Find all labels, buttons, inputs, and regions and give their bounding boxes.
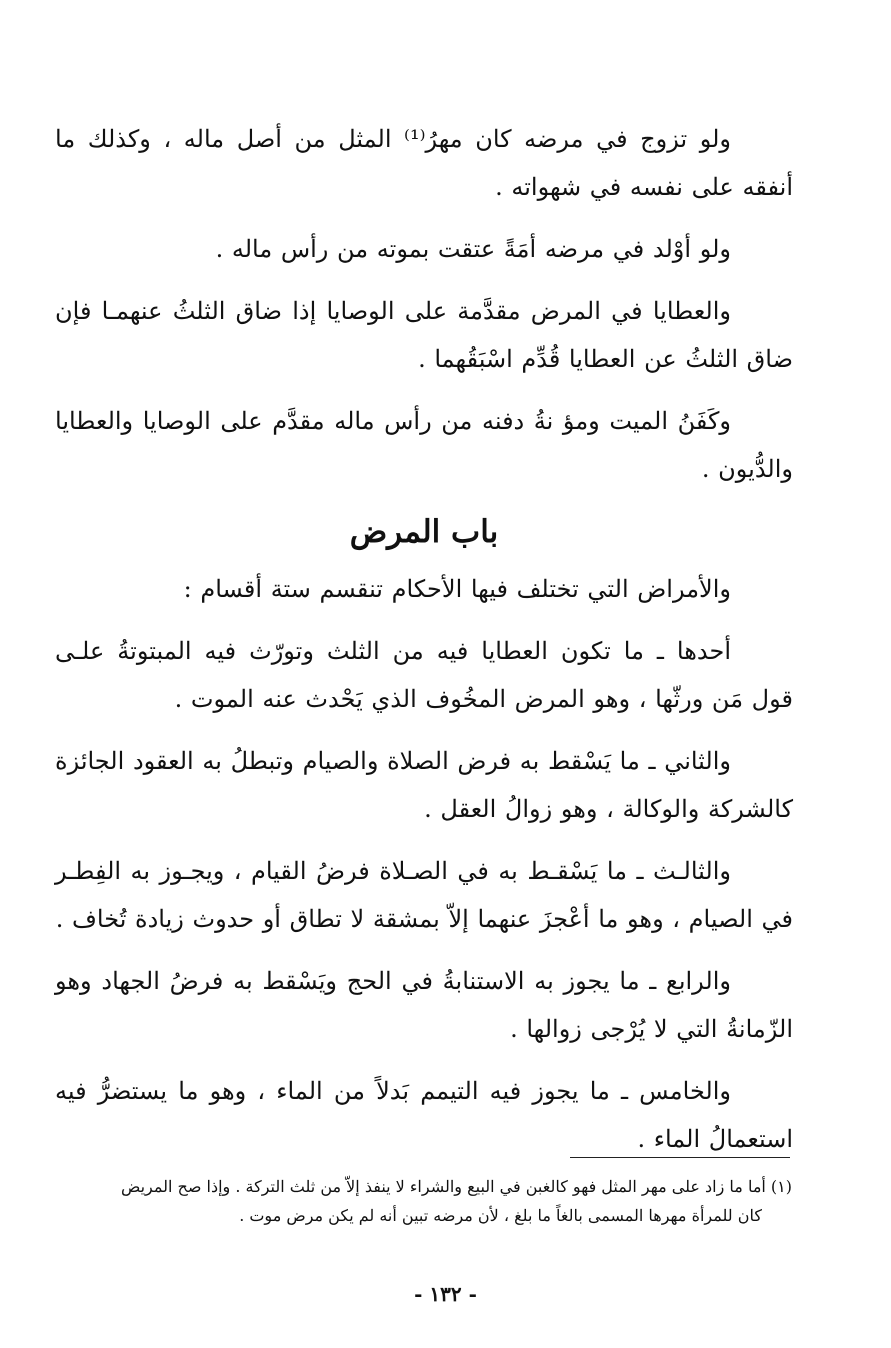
paragraph-marriage-in-illness: ولو تزوج في مرضه كان مهرُ⁽¹⁾ المثل من أصل ماله ، وكذلك ما أنفقه على نفسه في شهواته . [55, 125, 793, 201]
paragraph-illness-categories: والأمراض التي تختلف فيها الأحكام تنقسم ستة أقسام : [183, 575, 731, 603]
main-text [55, 115, 793, 1177]
section-heading: باب المرض [349, 514, 499, 550]
footnote-divider [570, 1157, 790, 1158]
footnote-line-1: (١) أما ما زاد على مهر المثل فهو كالغبن في البيع والشراء لا ينفذ إلاّ من ثلث التركة . وإذا صح المريض [120, 1177, 792, 1196]
paragraph-gifts-precedence: والعطايا في المرض مقدَّمة على الوصايا إذا ضاق الثلثُ عنهمـا فإن ضاق الثلثُ عن العطايا قُدِّم اسْبَقُهما . [55, 297, 793, 373]
paragraph-umm-walad: ولو أوْلد في مرضه أمَةً عتقت بموته من رأس ماله . [215, 235, 731, 263]
paragraph-category-fourth: والرابع ـ ما يجوز به الاستنابةُ في الحج ويَسْقط به فرضُ الجهاد وهو الزّمانةُ التي لا يُرْجى زوالها . [55, 967, 793, 1043]
paragraph-category-second: والثاني ـ ما يَسْقط به فرض الصلاة والصيام وتبطلُ به العقود الجائزة كالشركة والوكالة ، وهو زوالُ العقل . [55, 747, 793, 823]
paragraph-category-third: والثالـث ـ ما يَسْقـط به في الصـلاة فرضُ القيام ، ويجـوز به الفِطـر في الصيام ، وهو ما أعْجزَ عنهما إلاّ بمشقة لا تطاق أو حدوث زيادة تُخاف . [55, 857, 793, 933]
paragraph-category-fifth: والخامس ـ ما يجوز فيه التيمم بَدلاً من الماء ، وهو ما يستضرُّ فيه استعمالُ الماء . [55, 1077, 793, 1153]
footnote-line-2: كان للمرأة مهرها المسمى بالغاً ما بلغ ، لأن مرضه تبين أنه لم يكن مرض موت . [239, 1206, 762, 1225]
paragraph-shroud-burial: وكَفَنُ الميت ومؤ نةُ دفنه من رأس ماله مقدَّم على الوصايا والعطايا والدُّيون . [55, 407, 793, 483]
paragraph-category-first: أحدها ـ ما تكون العطايا فيه من الثلث وتورّث فيه المبتوتةُ علـى قول مَن ورثّها ، وهو المرض المخُوف الذي يَحْدث عنه الموت . [55, 637, 793, 713]
page-number: - ١٣٢ - [414, 1282, 477, 1306]
footnote [70, 1172, 792, 1230]
